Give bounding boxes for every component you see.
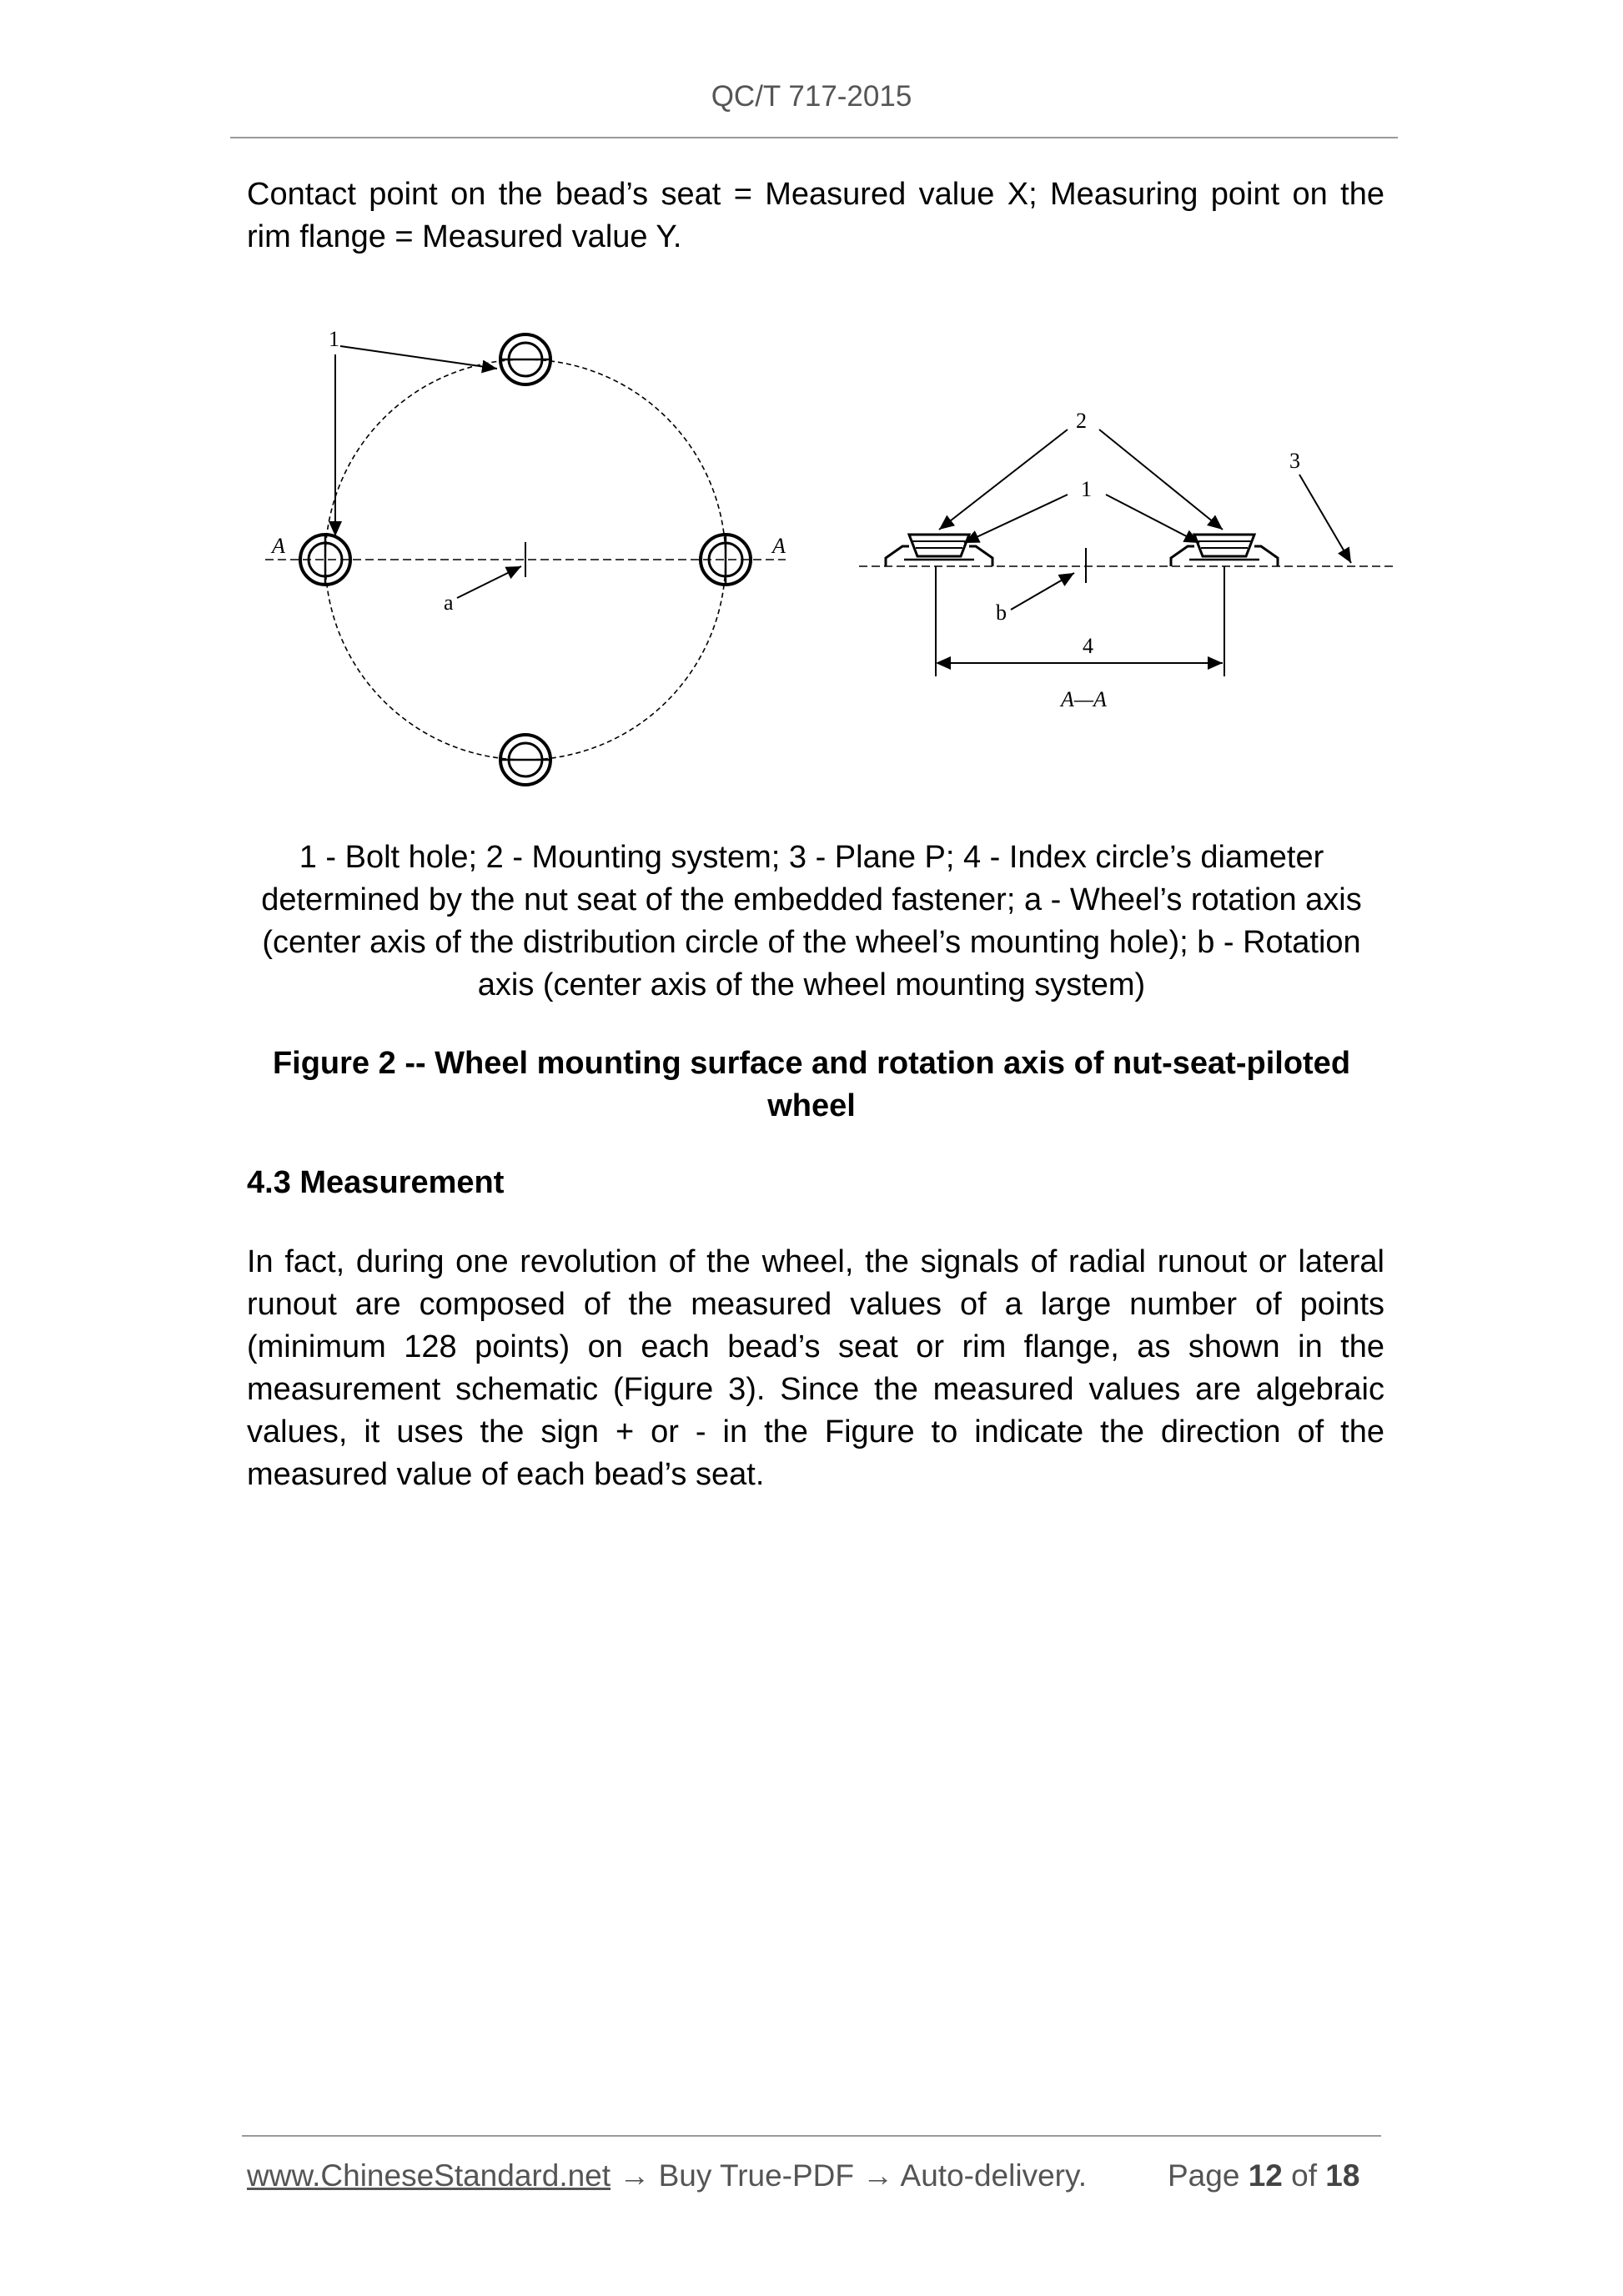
label-right-2: 2 xyxy=(1076,409,1087,433)
arrow-icon: → xyxy=(619,2158,651,2193)
leader-2-right xyxy=(1099,430,1223,530)
auto-delivery-text: Auto-delivery. xyxy=(900,2158,1088,2193)
header-divider xyxy=(230,137,1398,138)
of-label: of xyxy=(1291,2158,1317,2193)
bolt-hole-right xyxy=(701,535,751,585)
label-left-A1: A xyxy=(272,534,285,558)
figure-2-diagram xyxy=(242,304,1393,805)
leader-2-left xyxy=(939,430,1068,530)
label-left-A2: A xyxy=(772,534,786,558)
left-view xyxy=(265,327,786,785)
bolt-hole-bottom xyxy=(500,735,550,785)
page-label: Page xyxy=(1168,2158,1240,2193)
bolt-hole-left xyxy=(300,535,350,585)
label-right-4: 4 xyxy=(1083,634,1093,658)
section-heading: 4.3 Measurement xyxy=(247,1165,505,1200)
page-indicator xyxy=(1168,2158,1359,2193)
document-code-header: QC/T 717-2015 xyxy=(711,80,912,113)
buy-true-pdf-link[interactable]: Buy True-PDF xyxy=(658,2158,855,2193)
leader-1-right xyxy=(1106,495,1199,543)
figure-caption: 1 - Bolt hole; 2 - Mounting system; 3 - Plane P; 4 - Index circle’s diameter determined by the nut seat of the embedded fastener; a - Wheel’s rotation axis (center axis of the distribution circle of the wheel’s mounting hole); b - Rotation axis (center axis of the wheel mounting system) xyxy=(261,840,1362,1002)
label-right-3: 3 xyxy=(1289,449,1300,473)
footer-links xyxy=(247,2158,1087,2193)
nut-seat-right xyxy=(1171,535,1278,566)
bolt-hole-top xyxy=(500,334,550,384)
leader-1-left xyxy=(964,495,1068,543)
body-paragraph: In fact, during one revolution of the wheel, the signals of radial runout or lateral runout are composed of the measured values of a large number of points (minimum 128 points) on each bead’s seat or rim flange, as shown in the measurement schematic (Figure 3). Since the measured values are algebraic values, it uses the sign + or - in the Figure to indicate the direction of the measured value of each bead’s seat. xyxy=(247,1244,1384,1492)
right-view xyxy=(859,409,1393,711)
arrow-icon: → xyxy=(862,2158,894,2193)
page-number: 12 xyxy=(1248,2158,1283,2193)
leader-a xyxy=(457,566,521,598)
footer-divider xyxy=(242,2135,1381,2137)
nut-seat-left xyxy=(886,535,992,566)
label-left-1: 1 xyxy=(329,327,339,351)
intro-paragraph: Contact point on the bead’s seat = Measured value X; Measuring point on the rim flange = Measured value Y. xyxy=(247,177,1384,254)
leader-1-to-top xyxy=(340,346,497,369)
label-left-a: a xyxy=(444,590,454,615)
leader-3 xyxy=(1299,475,1351,563)
page-total: 18 xyxy=(1325,2158,1360,2193)
website-link[interactable]: www.ChineseStandard.net xyxy=(247,2158,611,2193)
label-right-b: b xyxy=(996,600,1007,625)
figure-title: Figure 2 -- Wheel mounting surface and rotation axis of nut-seat-piloted wheel xyxy=(272,1046,1351,1123)
label-right-1: 1 xyxy=(1081,477,1092,501)
figure-2-svg xyxy=(242,304,1393,805)
leader-b xyxy=(1011,573,1074,610)
label-section-AA: A—A xyxy=(1061,687,1107,711)
